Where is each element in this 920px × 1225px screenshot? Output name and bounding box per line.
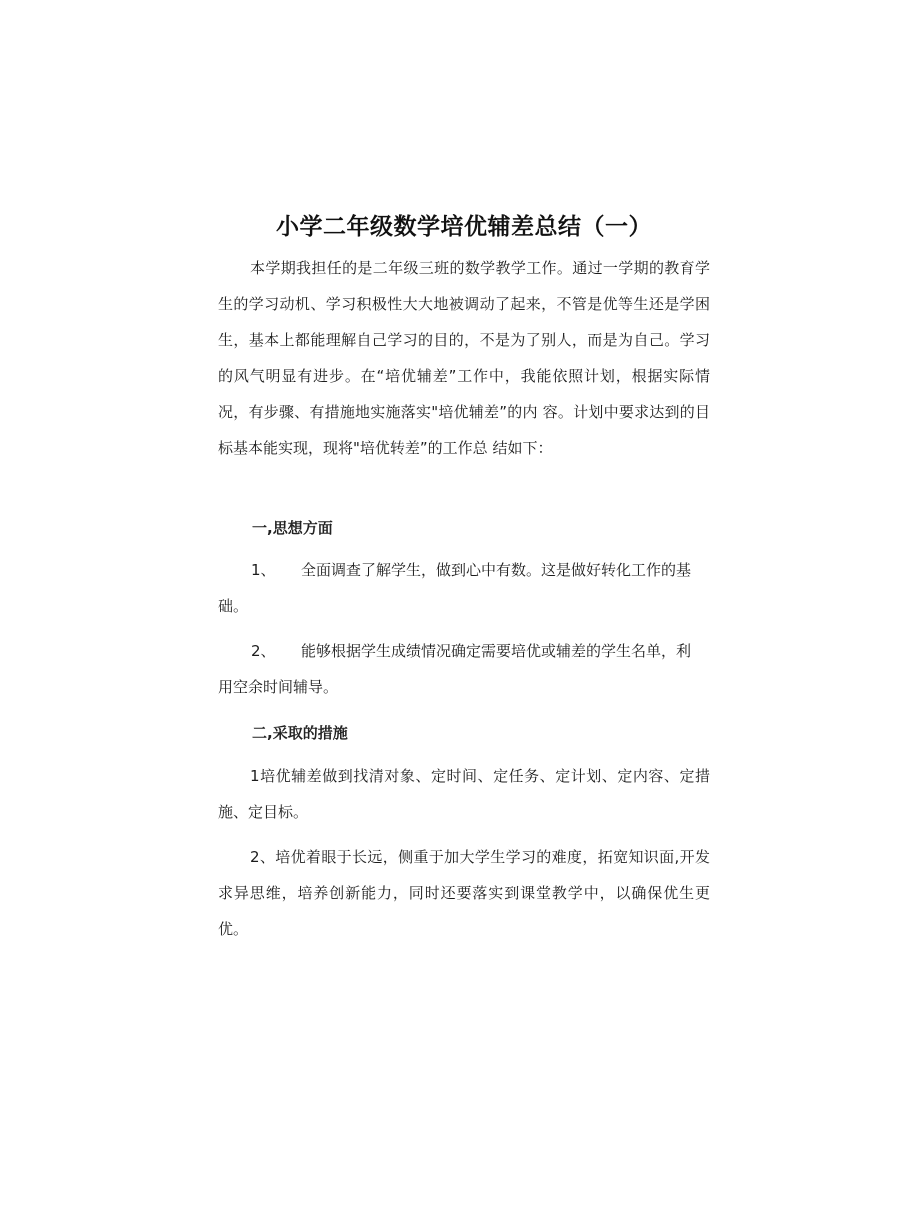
document-title: 小学二年级数学培优辅差总结（一）	[276, 214, 652, 240]
list-item-number: 2、	[251, 642, 276, 660]
section-heading-thought: 一,思想方面	[252, 519, 333, 537]
intro-paragraph: 本学期我担任的是二年级三班的数学教学工作。通过一学期的教育学生的学习动机、学习积极性大大地被调动了起来，不管是优等生还是学困生，基本上都能理解自己学习的目的，不是为了别人，而是为自己。学习的风气明显有进步。在“培优辅差”工作中，我能依照计划，根据实际情况，有步骤、有措施地实施落实"培优辅差”的内 容。计划中要求达到的目标基本能实现，现将"培优转差”的工作总 结如下：	[218, 259, 710, 457]
list-item	[218, 552, 710, 624]
list-item-text: 全面调查了解学生，做到心中有数。这是做好转化工作的基 础。	[218, 561, 692, 615]
list-item	[218, 633, 710, 705]
measures-paragraph: 2、培优着眼于长远，侧重于加大学生学习的难度，拓宽知识面,开发求异思维，培养创新能力，同时还要落实到课堂教学中，以确保优生更优。	[218, 848, 710, 938]
list-item-number: 1、	[251, 561, 276, 579]
list-item-text: 能够根据学生成绩情况确定需要培优或辅差的学生名单，利 用空余时间辅导。	[218, 642, 692, 696]
measures-paragraph: 1培优辅差做到找清对象、定时间、定任务、定计划、定内容、定措施、定目标。	[218, 767, 710, 821]
section-heading-measures: 二,采取的措施	[252, 724, 348, 742]
